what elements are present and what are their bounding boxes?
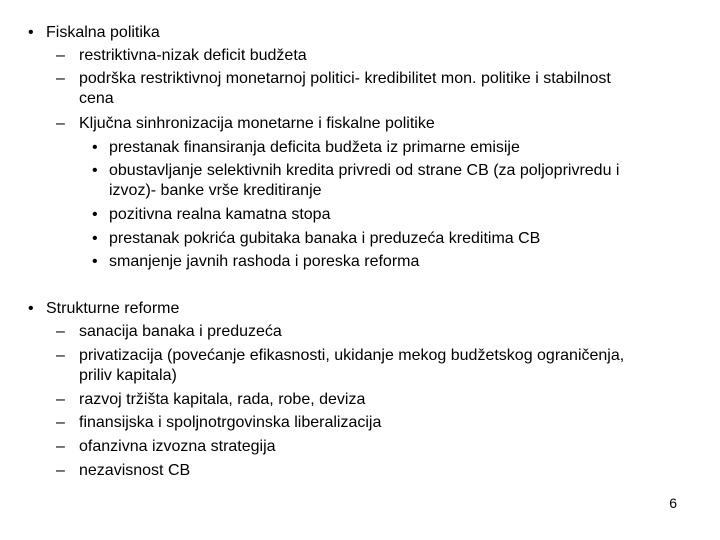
list-item-continuation: cena [79, 90, 114, 107]
bullet-marker: • [28, 24, 34, 41]
bullet-marker: • [92, 139, 98, 156]
list-item: sanacija banaka i preduzeća [79, 323, 282, 340]
sub-list-item: pozitivna realna kamatna stopa [109, 206, 331, 223]
dash-marker: – [56, 70, 65, 87]
bullet-marker: • [92, 230, 98, 247]
list-item: finansijska i spoljnotrgovinska liberalizacija [79, 414, 382, 431]
dash-marker: – [56, 47, 65, 64]
list-item: podrška restriktivnoj monetarnoj politici- kredibilitet mon. politike i stabilnost [79, 70, 611, 87]
page-number: 6 [669, 495, 677, 511]
bullet-marker: • [28, 300, 34, 317]
bullet-marker: • [92, 206, 98, 223]
sub-list-item: prestanak pokrića gubitaka banaka i preduzeća kreditima CB [109, 230, 541, 247]
bullet-marker: • [92, 253, 98, 270]
list-item: privatizacija (povećanje efikasnosti, ukidanje mekog budžetskog ograničenja, [79, 347, 625, 364]
sub-list-item: prestanak finansiranja deficita budžeta iz primarne emisije [109, 139, 520, 156]
dash-marker: – [56, 115, 65, 132]
dash-marker: – [56, 347, 65, 364]
list-item: razvoj tržišta kapitala, rada, robe, deviza [79, 391, 366, 408]
section-title-fiskalna: Fiskalna politika [46, 24, 160, 41]
dash-marker: – [56, 414, 65, 431]
dash-marker: – [56, 391, 65, 408]
list-item: ofanzivna izvozna strategija [79, 438, 276, 455]
dash-marker: – [56, 462, 65, 479]
dash-marker: – [56, 323, 65, 340]
list-item-continuation: priliv kapitala) [79, 367, 177, 384]
sub-list-item: smanjenje javnih rashoda i poreska reforma [109, 253, 420, 270]
bullet-marker: • [92, 162, 98, 179]
section-title-strukturne: Strukturne reforme [46, 300, 180, 317]
list-item: nezavisnost CB [79, 462, 191, 479]
dash-marker: – [56, 438, 65, 455]
sub-list-item: obustavljanje selektivnih kredita privredi od strane CB (za poljoprivredu i [109, 162, 620, 179]
list-item: Ključna sinhronizacija monetarne i fiskalne politike [79, 115, 435, 132]
list-item: restriktivna-nizak deficit budžeta [79, 47, 307, 64]
sub-list-item-continuation: izvoz)- banke vrše kreditiranje [109, 182, 322, 199]
